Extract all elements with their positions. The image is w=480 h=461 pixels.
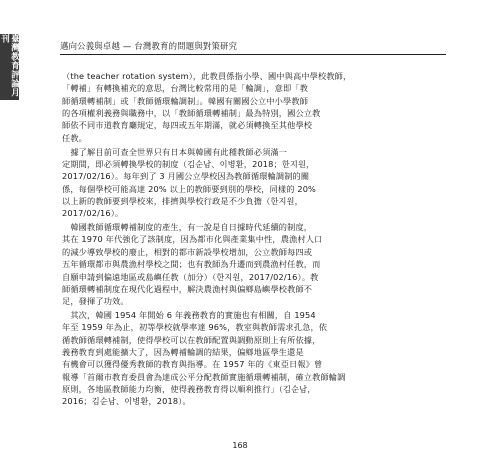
chapter-side-tab: 臺灣教育評論月刊 <box>0 34 19 100</box>
text-line: （the teacher rotation system），此教員係指小學、國中與高中學校教師， <box>62 71 352 81</box>
text-line: 循教師循環轉補制，使得學校可以在教師配置與調動原則上有所依據， <box>62 334 321 345</box>
text-line: 定期間，即必須轉換學校的制度（김순남、이병환，2018；한지원， <box>62 158 315 169</box>
text-line: 報導「首爾市教育委員會為達成公平分配教師實施循環轉補制，確立教師輪調 <box>62 371 346 382</box>
text-line: 據了解目前可查全世界只有日本與韓國有此種教師必須滿一 <box>62 146 288 157</box>
text-line: 師循環轉補制」或「教師循環輪調制」。韓國有關國公立中小學教師 <box>62 95 309 106</box>
text-line: 師依不同市道教育廳規定，每四或五年期滿，就必須轉換至其他學校 <box>62 120 313 131</box>
text-line: 五年循環都市與農漁村學校之間；也有教師為升遷而到農漁村任教，而 <box>62 259 321 270</box>
running-header: 邁向公義與卓越 — 台灣教育的問題與對策研究 <box>60 41 238 51</box>
text-line: 係，每個學校可能高達 20% 以上的教師要到別的學校，同樣的 20% <box>62 183 316 194</box>
page-number: 168 <box>232 441 248 450</box>
text-line: 韓國教師循環轉補制度的產生，有一說是自日據時代延續的制度， <box>62 222 313 233</box>
paragraph <box>62 221 448 307</box>
text-line: 原則，各地區教師能力均衡，使得義務教育得以順利推行」（김순남， <box>62 384 316 395</box>
text-line: 足，發揮了功效。 <box>62 296 129 307</box>
text-line: 師循環轉補制度在現代化過程中，解決農漁村與偏鄉島嶼學校教師不 <box>62 283 313 294</box>
body-text <box>62 70 448 409</box>
text-line: 的減少導致學校的廢止，相對的都市新設學校增加，公立教師每四或 <box>62 246 313 257</box>
text-line: 2017/02/16）。 <box>62 208 124 219</box>
text-line: 「轉補」有轉換補充的意思，台灣比較常用的是「輪調」，意即「教 <box>62 83 309 94</box>
text-line: 年至 1959 年為止，初等學校就學率達 96%，教室與教師需求孔急，依 <box>62 322 328 333</box>
text-line: 以上新的教師要到學校來，排擠與學校行政是不少負擔（한지원， <box>62 195 303 206</box>
text-line: 其在 1970 年代強化了該制度，因為都市化與產業集中性，農漁村人口 <box>62 234 323 245</box>
text-line: 自願申請到偏遠地區或島嶼任教（加分）（한지원，2017/02/16）。教 <box>62 271 319 282</box>
text-line: 其次，韓國 1954 年開始 6 年義務教育的實施也有相關，自 1954 <box>62 310 316 321</box>
paragraph <box>62 70 448 144</box>
paragraph <box>62 309 448 408</box>
text-line: 任教。 <box>62 132 88 143</box>
text-line: 有機會可以獲得優秀教師的教育與指導。在 1957 年的《東亞日報》曾 <box>62 359 323 370</box>
text-line: 的各項權利義務與職務中，以「教師循環轉補制」最為特別，國公立教 <box>62 108 321 119</box>
header-rule <box>60 54 446 55</box>
text-line: 2016；김순남、이병환，2018）。 <box>62 396 191 407</box>
paragraph <box>62 146 448 220</box>
text-line: 義務教育到處能擴大了，因為轉補輪調的結果，偏鄉地區學生還是 <box>62 347 304 358</box>
text-line: 2017/02/16）。每年到了 3 月國公立學校因為教師循環輪調制的關 <box>62 171 310 182</box>
